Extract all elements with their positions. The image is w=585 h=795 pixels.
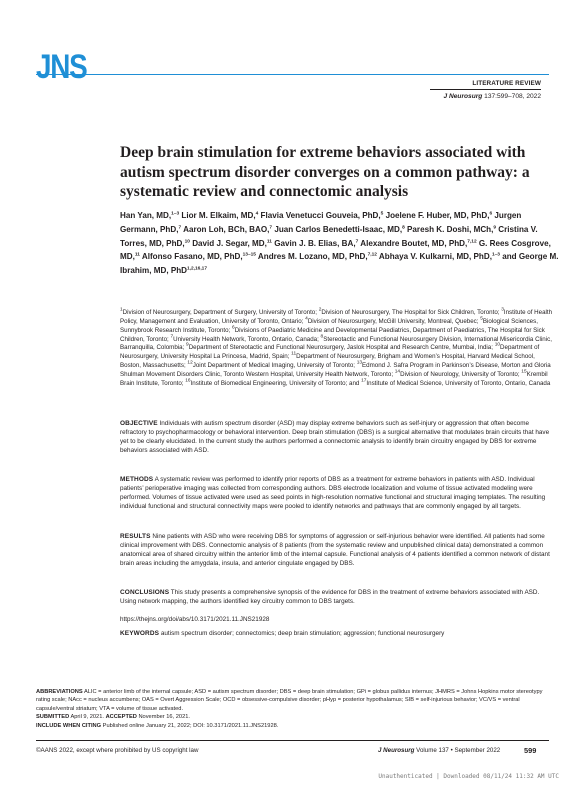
abstract-objective [120,420,553,455]
affiliation-number: 4 [305,316,308,322]
affiliation-text: Joint Department of Medical Imaging, University of Toronto; [192,362,357,370]
methods-heading: METHODS [120,476,154,483]
affiliation-text: Biological Sciences, Sunnybrook Research Institute, Toronto; [120,317,538,334]
author-name: Abhaya V. Kulkarni, MD, PhD, [378,252,492,262]
objective-text: Individuals with autism spectrum disorder (ASD) may display extreme behaviors such as self-injury or aggression that often become refractory to psychopharmacology or behavioral intervention. Deep brain stimulation (DBS) is a surgical alternative that modulates brain circuits that have yet to be clearly elucidated. In the current study the authors performed a connectomic analysis to identify brain circuitry engaged by DBS for extreme behaviors associated with ASD. [120,420,550,454]
affiliation-number: 11 [291,351,297,357]
download-notice: Unauthenticated | Downloaded 08/11/24 11:32 AM UTC [378,773,559,780]
affiliation-number: 8 [320,334,324,340]
abbreviations-text: ALIC = anterior limb of the internal capsule; ASD = autism spectrum disorder; DBS = deep brain stimulation; GPi = globus pallidus internus; JHMRS = Johns Hopkins motor stereotypy rating scale; NAcc = nucleus accumbens; OAS = Overt Aggression Scale; OCD = obsessive-compulsive disorder; pHyp = posterior hypothalamus; SIB = self-injurious behavior; VC/VS = ventral capsule/ventral striatum; VTA = volume of tissue activated. [36,689,543,712]
affiliation-text: Krembil Brain Institute, Toronto; [120,370,548,387]
author-name: David J. Segar, MD, [192,238,267,248]
affiliation-text: Divisions of Paediatric Medicine and Developmental Paediatrics, Department of Paediatrics, The Hospital for Sick Children, Toronto; [120,326,545,343]
page-number: 599 [524,746,537,755]
affiliation-number: 1 [120,307,123,313]
include-when-citing-heading: INCLUDE WHEN CITING [36,722,102,729]
journal-logo: JNS [36,48,87,86]
affiliation-number: 6 [232,325,235,331]
affiliation-text: Division of Neurosurgery, McGill University, Montreal, Quebec; [307,317,481,325]
author-affiliation-mark: 8 [402,225,405,231]
keywords-text: autism spectrum disorder; connectomics; deep brain stimulation; aggression; functional neurosurgery [159,630,445,637]
author-affiliation-mark: 7 [178,225,182,231]
affiliation-number: 14 [394,369,401,375]
article-title: Deep brain stimulation for extreme behaviors associated with autism spectrum disorder converges on a common pathway: a systematic review and connectomic analysis [120,144,530,201]
author-name: Joelene F. Huber, MD, PhD, [385,211,490,220]
author-name: G. Rees Cosgrove, MD, [120,238,551,262]
affiliation-text: Department of Neurosurgery, Brigham and Women’s Hospital, Harvard Medical School, Boston, Massachusetts; [120,353,535,370]
author-affiliation-mark: 1–3 [171,211,180,217]
header-rule [36,74,549,75]
author-affiliation-mark: 7,12 [367,252,377,258]
abbreviations-block [36,688,556,730]
affiliation-text: Institute of Biomedical Engineering, University of Toronto; and [190,379,362,387]
conclusions-text: This study presents a comprehensive synopsis of the evidence for DBS in the treatment of extreme behaviors associated with ASD. Using network mapping, the authors identified key circuitry common to DBS targets. [120,589,540,605]
author-affiliation-mark: 7 [269,225,273,231]
abstract-keywords [120,630,553,639]
citation-detail: 137:599–708, 2022 [482,93,541,100]
affiliation-number: 12 [187,360,193,366]
author-affiliation-mark: 10 [184,239,190,245]
author-name: Juan Carlos Benedetti-Isaac, MD, [274,224,403,234]
article-type: LITERATURE REVIEW [472,80,541,87]
author-name: Paresh K. Doshi, MCh, [407,224,494,234]
author-affiliation-mark: 9 [493,225,497,231]
abbreviations-heading: ABBREVIATIONS [36,689,83,695]
author-name: Han Yan, MD, [120,211,172,220]
affiliation-text: Department of Neurosurgery, University Hospital La Princesa, Madrid, Spain; [120,344,540,361]
author-affiliation-mark: 5 [380,211,384,217]
footer-volume: Volume 137 • September 2022 [414,747,501,754]
affiliation-number: 9 [186,342,189,348]
author-name: Lior M. Elkaim, MD, [181,211,256,220]
affiliation-number: 7 [170,334,174,340]
footer-rule [36,740,549,741]
abstract-methods [120,476,553,511]
accepted-heading: ACCEPTED [105,714,137,721]
affiliation-number: 5 [480,316,483,322]
results-heading: RESULTS [120,533,151,540]
author-affiliation-mark: 1–3 [491,252,500,258]
author-affiliation-mark: 11 [266,239,272,245]
affiliation-number: 10 [494,342,501,348]
author-affiliation-mark: 4 [255,211,259,217]
author-affiliation-mark: 6 [489,211,493,217]
author-name: Aaron Loh, BCh, BAO, [183,224,270,234]
affiliation-text: Division of Neurology, University of Toronto; [400,370,522,378]
affiliation-number: 3 [501,307,504,313]
affiliations [120,309,553,389]
accepted-date: November 16, 2021. [136,714,190,721]
abstract-results [120,533,553,568]
affiliation-text: Edmond J. Safra Program in Parkinson’s Disease, Morton and Gloria Shulman Movement Disorders Clinic, Toronto Western Hospital, University Health Network, Toronto; [120,362,551,378]
author-affiliation-mark: 13–15 [242,252,256,258]
copyright-notice: ©AANS 2022, except where prohibited by US copyright law [36,747,199,754]
author-name: Jurgen Germann, PhD, [120,211,522,234]
submitted-heading: SUBMITTED [36,714,70,721]
abstract-conclusions [120,589,553,607]
submitted-date: April 9, 2021. [69,714,106,721]
doi-link[interactable]: https://thejns.org/doi/abs/10.3171/2021.11.JNS21928 [120,616,270,623]
footer-journal-name: J Neurosurg [378,747,415,754]
affiliation-number: 16 [185,378,191,384]
keywords-heading: KEYWORDS [120,630,160,637]
author-name: Alfonso Fasano, MD, PhD, [141,252,243,262]
author-name: Cristina V. Torres, MD, PhD, [120,224,538,248]
affiliation-number: 17 [361,378,367,384]
include-when-citing-text: Published online January 21, 2022; DOI: 10.3171/2021.11.JNS21928. [101,722,279,729]
article-type-rule [430,89,541,90]
affiliation-text: Institute of Health Policy, Management and Evaluation, University of Toronto, Ontario; [120,309,553,325]
author-affiliation-mark: 7 [355,239,359,245]
author-affiliation-mark: 11 [134,252,140,258]
methods-text: A systematic review was performed to identify prior reports of DBS as a treatment for extreme behaviors in patients with ASD. Individual patients’ perioperative imaging was collected from corresponding authors. DBS electrode localization and volume of tissue activated modeling were performed. Volumes of tissue activated were used as seed points in high-resolution normative functional and structural imaging templates. The resulting individual functional and structural connectivity maps were pooled to identify networks and pathways that are commonly engaged by all targets. [120,476,546,510]
conclusions-heading: CONCLUSIONS [120,589,170,596]
affiliation-text: Department of Stereotactic and Functional Neurosurgery, Jaslok Hospital and Research Centre, Mumbai, India; [188,344,495,352]
affiliation-text: Institute of Medical Science, University of Toronto, Ontario, Canada [366,379,551,387]
author-name: and George M. Ibrahim, MD, PhD [120,252,559,276]
author-name: Gavin J. B. Elias, BA, [274,238,356,248]
author-affiliation-mark: 1,2,16,17 [187,266,208,272]
journal-citation [443,93,541,100]
footer-journal-info [378,747,500,754]
affiliation-text: Division of Neurosurgery, Department of Surgery, University of Toronto; [122,309,319,316]
affiliation-number: 15 [521,369,527,375]
objective-heading: OBJECTIVE [120,420,158,427]
results-text: Nine patients with ASD who were receiving DBS for symptoms of aggression or self-injurious behavior were identified. All patients had some clinical improvement with DBS. Connectomic analysis of 8 patients (from the systematic review and unpublished clinical data) demonstrated a common anatomical area of shared circuitry within the anterior limb of the internal capsule. Functional analysis of 4 patients identified a common network of distant brain areas including the amygdala, insula, and anterior cingulate engaged by DBS. [120,533,550,567]
author-name: Flavia Venetucci Gouveia, PhD, [260,211,381,220]
affiliation-number: 13 [356,360,363,366]
author-affiliation-mark: 7,12 [467,239,477,245]
affiliation-text: University Health Network, Toronto, Ontario, Canada; [173,335,321,343]
affiliation-text: Stereotactic and Functional Neurosurgery Division, International Misericordia Clinic, Barranquilla, Colombia; [120,335,552,352]
author-list [120,209,560,278]
author-name: Andres M. Lozano, MD, PhD, [257,252,368,262]
citation-journal: J Neurosurg [443,93,483,100]
author-name: Alexandre Boutet, MD, PhD, [360,238,468,248]
affiliation-text: Division of Neurosurgery, The Hospital for Sick Children, Toronto; [321,309,502,316]
affiliation-number: 2 [318,307,322,313]
